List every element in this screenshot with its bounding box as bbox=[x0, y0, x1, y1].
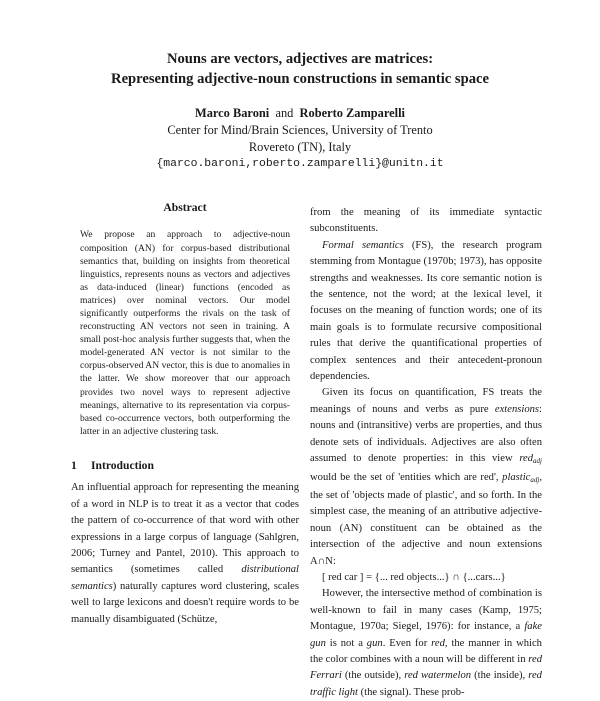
emphasis-gun: gun bbox=[366, 637, 383, 649]
intro-text-2: ) naturally captures word clustering, scales well to large lexicons and doesn't require words to be manually disambiguated (Schütze, bbox=[71, 580, 299, 625]
emphasis-fake-gun: fake gun bbox=[310, 621, 542, 649]
intro-emphasis: distributional semantics bbox=[71, 564, 299, 592]
text-int-g: (the signal). These prob- bbox=[357, 686, 465, 698]
location: Rovereto (TN), Italy bbox=[248, 140, 352, 154]
author-block bbox=[0, 105, 600, 173]
title-line-1: Nouns are vectors, adjectives are matrices: bbox=[166, 51, 434, 67]
emphasis-formal-semantics: Formal semantics bbox=[322, 239, 404, 251]
left-column bbox=[71, 200, 299, 628]
author-conjunction: and bbox=[275, 106, 294, 120]
abstract-text: We propose an approach to adjective-noun composition (AN) for corpus-based distributional semantics that, building on insights from theoretical linguistics, represents nouns as vectors and adjectives as data-induced (linear) functions (encoded as matrices) over nominal vectors. Our model significantly outperforms the rivals on the task of reconstructing AN vectors not seen in training. A small post-hoc analysis further suggests that, when the model-generated AN vector is not similar to the corpus-observed AN vector, this is due to anomalies in the latter. We show moreover that our approach provides two novel ways to represent adjective meanings, alternative to its representation via corpus-based co-occurrence vectors, both outperforming the latter in an adjective clustering task. bbox=[80, 229, 290, 437]
section-number: 1 bbox=[71, 458, 77, 472]
term-red: red bbox=[519, 453, 534, 465]
text-int-d: , the manner in which the color combines with a noun will be different in bbox=[310, 637, 542, 665]
email: {marco.baroni,roberto.zamparelli}@unitn.it bbox=[156, 158, 444, 170]
subscript-adj-2: adj bbox=[530, 475, 540, 484]
emphasis-red-watermelon: red watermelon bbox=[404, 670, 472, 682]
formula-red-car: [ red car ] = {... red objects...} ∩ {...cars...} bbox=[322, 571, 506, 583]
affiliation: Center for Mind/Brain Sciences, University of Trento bbox=[167, 123, 433, 137]
section-title: Introduction bbox=[91, 458, 154, 472]
text-int-f: (the inside), bbox=[471, 670, 529, 682]
term-plastic: plastic bbox=[502, 471, 531, 483]
text-int-a: However, the intersective method of combination is well-known to fail in many cases (Kamp, 1975; Montague, 1970a; Siegel, 1976): for instance, a bbox=[310, 588, 542, 633]
text-int-e: (the outside), bbox=[341, 670, 405, 682]
abstract-heading: Abstract bbox=[163, 201, 207, 214]
text-quant-d: , the set of 'objects made of plastic', and so forth. In the simplest case, the meaning of an attributive adjective-noun (AN) constituent can be obtained as the intersection of the adjective and noun extensions A∩N: bbox=[310, 471, 542, 567]
intro-text-1: An influential approach for representing the meaning of a word in NLP is to treat it as a vector that codes the pattern of co-occurrence of that word with other expressions in a large corpus of language (Sahlgren, 2006; Turney and Pantel, 2010). This approach to semantics (sometimes called bbox=[71, 482, 299, 576]
emphasis-red-traffic-light: red traffic light bbox=[310, 670, 542, 698]
author-1: Marco Baroni bbox=[195, 106, 270, 120]
right-column bbox=[310, 205, 542, 701]
emphasis-red: red bbox=[431, 637, 445, 649]
subscript-adj-1: adj bbox=[533, 457, 542, 466]
paper-title bbox=[0, 49, 600, 89]
paragraph-continuation: from the meaning of its immediate syntactic subconstituents. bbox=[310, 207, 542, 235]
text-int-b: is not a bbox=[325, 637, 367, 649]
author-2: Roberto Zamparelli bbox=[299, 106, 405, 120]
text-int-c: . Even for bbox=[382, 637, 432, 649]
paragraph-formal-semantics bbox=[310, 238, 542, 386]
text-quant-b: : nouns and (intransitive) verbs are properties, and thus denote sets of individuals. Adjectives are also often assumed to denote properties: in this view bbox=[310, 403, 542, 465]
text-quant-a: Given its focus on quantification, FS treats the meanings of nouns and verbs as pure bbox=[310, 387, 542, 415]
introduction-paragraph bbox=[71, 480, 299, 628]
text-quant-c: would be the set of 'entities which are red', bbox=[310, 471, 503, 483]
paragraph-quantification bbox=[310, 385, 542, 569]
paragraph-intersective bbox=[310, 586, 542, 701]
emphasis-extensions: extensions bbox=[494, 403, 540, 415]
author-names bbox=[0, 105, 600, 122]
section-heading-introduction bbox=[71, 458, 299, 474]
emphasis-red-ferrari: red Ferrari bbox=[310, 653, 542, 682]
text-formal-semantics: (FS), the research program stemming from Montague (1970b; 1973), has opposite strengths and weaknesses. Its core semantic notion is the sentence, not the word; at the lexical level, it focuses on the meaning of function words; one of its main goals is to formulate recursive compositional rules that derive the quantificational properties of complex sentences and their antecedent-pronoun dependencies. bbox=[310, 239, 542, 383]
title-line-2: Representing adjective-noun constructions in semantic space bbox=[111, 71, 489, 87]
